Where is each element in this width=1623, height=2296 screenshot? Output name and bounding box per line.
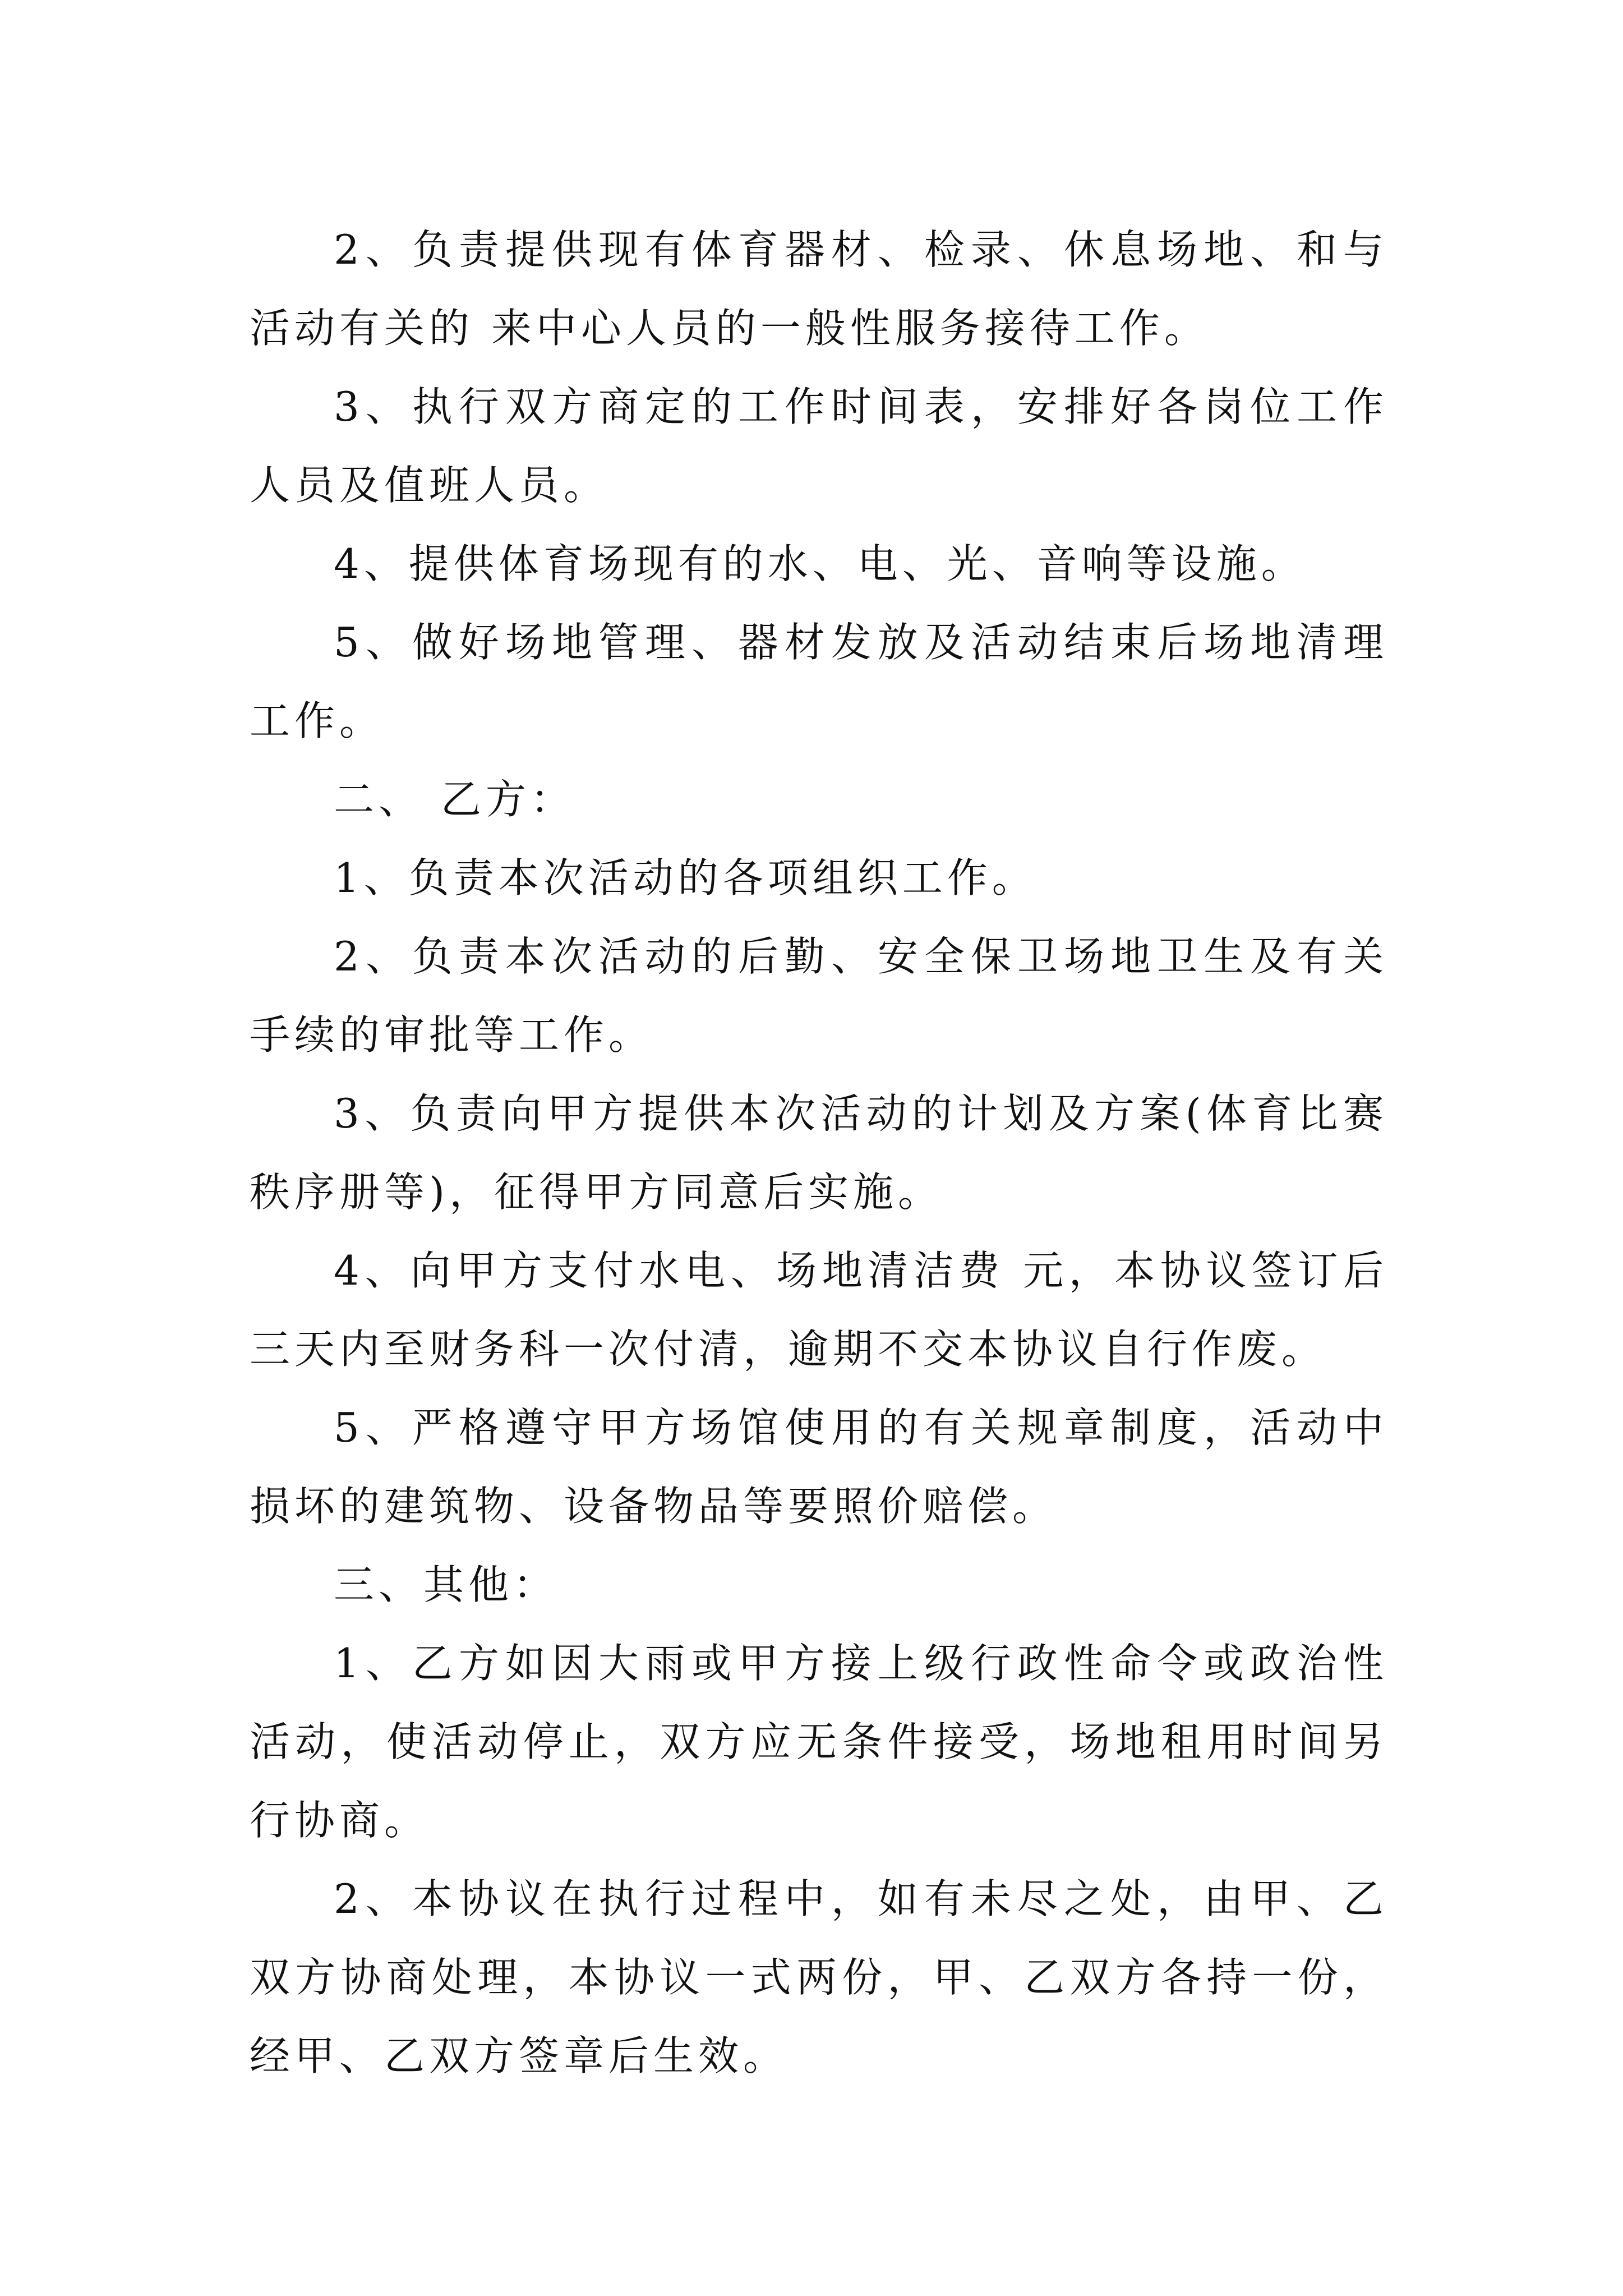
document-body [250,210,1388,2095]
paragraph-party-a-item-4: 4、提供体育场现有的水、电、光、音响等设施。 [334,540,1306,587]
section-heading-party-b: 二、 乙方： [334,776,575,823]
paragraph-party-b-item-1: 1、负责本次活动的各项组织工作。 [334,854,1037,901]
paragraph-party-a-item-5: 5、做好场地管理、器材发放及活动结束后场地清理工作。 [250,619,1388,744]
paragraph-other-item-2: 2、本协议在执行过程中，如有未尽之处，由甲、乙双方协商处理，本协议一式两份，甲、乙双方各持一份，经甲、乙双方签章后生效。 [250,1875,1388,2079]
paragraph-party-b-item-4: 4、向甲方支付水电、场地清洁费 元，本协议签订后三天内至财务科一次付清，逾期不交本协议自行作废。 [250,1247,1388,1373]
paragraph-other-item-1: 1、乙方如因大雨或甲方接上级行政性命令或政治性活动，使活动停止，双方应无条件接受，场地租用时间另行协商。 [250,1640,1388,1844]
paragraph-party-b-item-5: 5、严格遵守甲方场馆使用的有关规章制度，活动中损坏的建筑物、设备物品等要照价赔偿。 [250,1404,1388,1530]
section-heading-other: 三、其他： [334,1561,559,1608]
paragraph-party-b-item-2: 2、负责本次活动的后勤、安全保卫场地卫生及有关手续的审批等工作。 [250,933,1388,1059]
paragraph-party-a-item-3: 3、执行双方商定的工作时间表，安排好各岗位工作人员及值班人员。 [250,383,1388,509]
paragraph-party-a-item-2: 2、负责提供现有体育器材、检录、休息场地、和与活动有关的 来中心人员的一般性服务接待工作。 [250,226,1388,352]
paragraph-party-b-item-3: 3、负责向甲方提供本次活动的计划及方案(体育比赛秩序册等)，征得甲方同意后实施。 [250,1090,1388,1216]
